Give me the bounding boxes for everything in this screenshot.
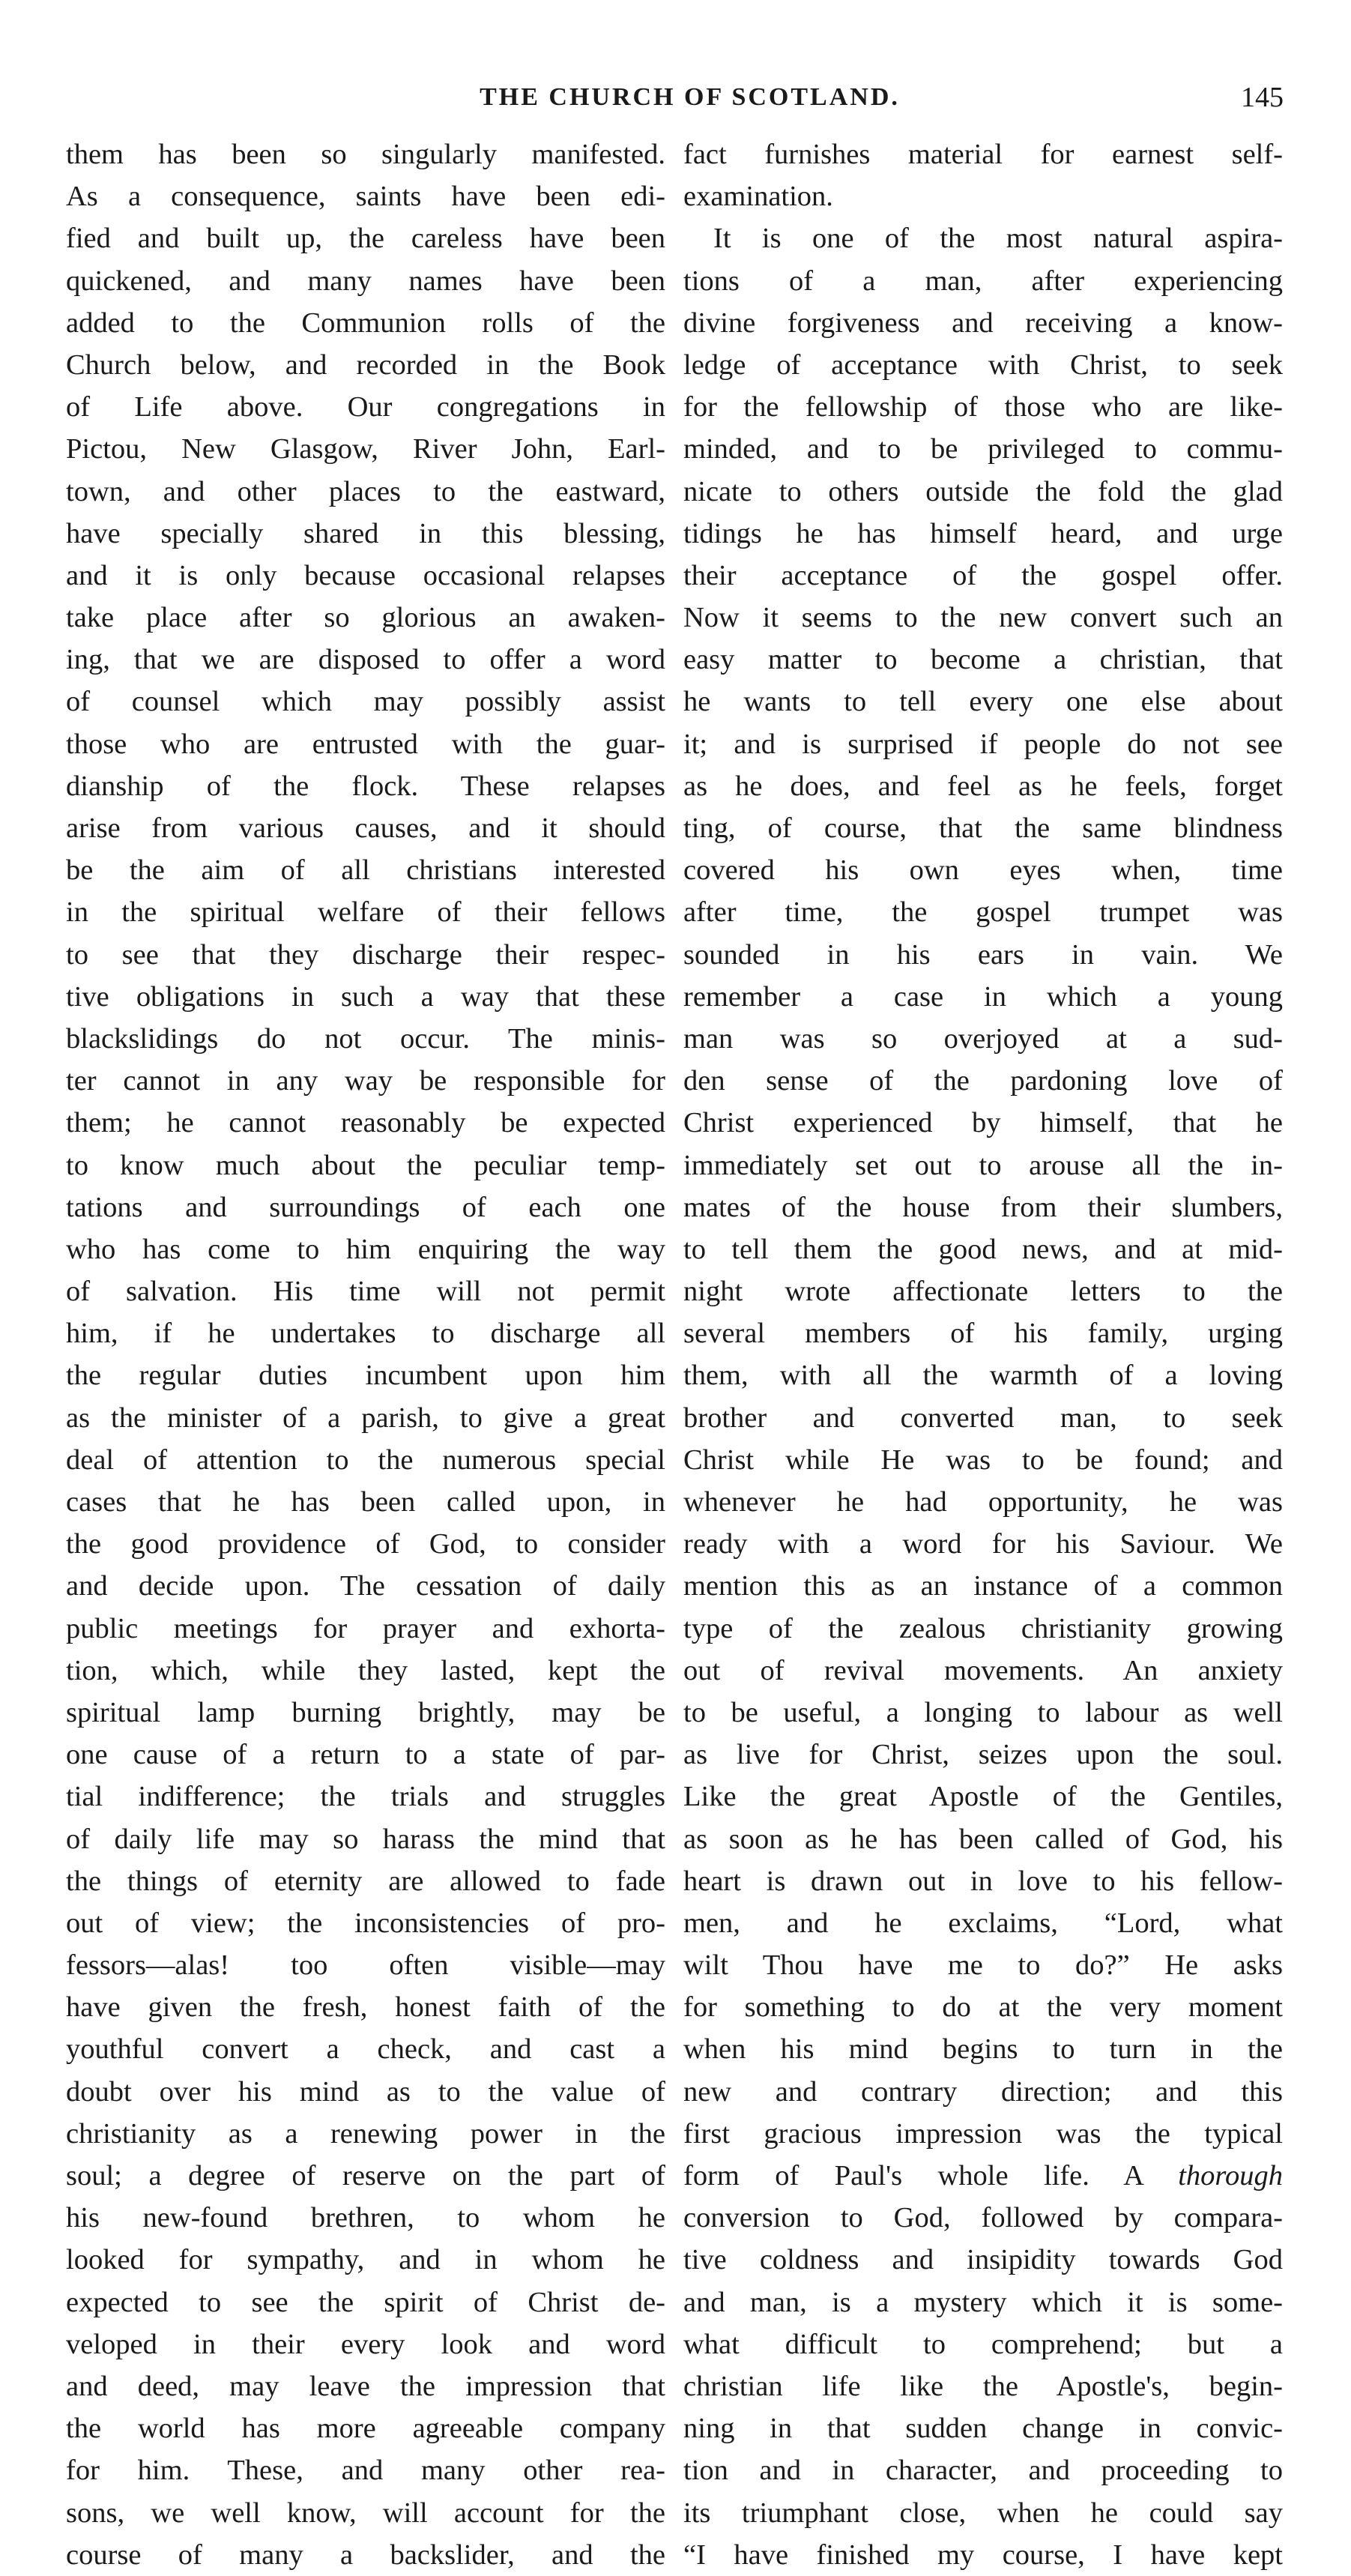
text-line: several members of his family, urging xyxy=(683,1318,1283,1350)
text-line: first gracious impression was the typical xyxy=(683,2117,1283,2150)
text-line: christianity as a renewing power in the xyxy=(66,2117,665,2150)
text-line: deal of attention to the numerous special xyxy=(66,1444,665,1476)
running-title: THE CHURCH OF SCOTLAND. xyxy=(480,83,900,111)
text-line: wilt Thou have me to do?” He asks xyxy=(683,1949,1283,1982)
text-line: ning in that sudden change in convic- xyxy=(683,2413,1283,2445)
text-line: the things of eternity are allowed to fade xyxy=(66,1865,665,1897)
text-line: form of Paul's whole life. A thorough xyxy=(683,2160,1283,2192)
text-line: be the aim of all christians interested xyxy=(66,854,665,887)
text-line: have specially shared in this blessing, xyxy=(66,517,665,549)
text-line: “I have finished my course, I have kept xyxy=(683,2539,1283,2571)
text-line: easy matter to become a christian, that xyxy=(683,644,1283,676)
text-line: Like the great Apostle of the Gentiles, xyxy=(683,1781,1283,1813)
text-line: tions of a man, after experiencing xyxy=(683,265,1283,297)
text-line: looked for sympathy, and in whom he xyxy=(66,2244,665,2276)
text-line: tial indifference; the trials and struggles xyxy=(66,1781,665,1813)
text-line: have given the fresh, honest faith of the xyxy=(66,1991,665,2024)
text-line: spiritual lamp burning brightly, may be xyxy=(66,1696,665,1728)
text-line: tidings he has himself heard, and urge xyxy=(683,517,1283,549)
page-number: 145 xyxy=(1241,82,1284,113)
running-head xyxy=(66,75,1284,120)
text-line: of daily life may so harass the mind that xyxy=(66,1823,665,1855)
text-line: of counsel which may possibly assist xyxy=(66,686,665,718)
text-line: for him. These, and many other rea- xyxy=(66,2455,665,2487)
text-line: blackslidings do not occur. The minis- xyxy=(66,1022,665,1055)
text-line: to tell them the good news, and at mid- xyxy=(683,1233,1283,1265)
text-line: public meetings for prayer and exhorta- xyxy=(66,1612,665,1644)
text-line: to know much about the peculiar temp- xyxy=(66,1149,665,1181)
text-line: in the spiritual welfare of their fellows xyxy=(66,896,665,929)
text-line: and decide upon. The cessation of daily xyxy=(66,1570,665,1602)
text-line: sons, we well know, will account for the xyxy=(66,2497,665,2529)
text-line: he wants to tell every one else about xyxy=(683,686,1283,718)
text-line: fact furnishes material for earnest self- xyxy=(683,139,1283,170)
text-line: new and contrary direction; and this xyxy=(683,2075,1283,2108)
text-line: for something to do at the very moment xyxy=(683,1991,1283,2024)
text-line: course of many a backslider, and the xyxy=(66,2539,665,2571)
text-line: nicate to others outside the fold the glad xyxy=(683,475,1283,507)
text-line: It is one of the most natural aspira- xyxy=(713,223,1283,255)
text-line: covered his own eyes when, time xyxy=(683,854,1283,887)
text-line: it; and is surprised if people do not see xyxy=(683,728,1283,760)
text-line: tive coldness and insipidity towards God xyxy=(683,2244,1283,2276)
text-line: Christ while He was to be found; and xyxy=(683,1444,1283,1476)
text-line: den sense of the pardoning love of xyxy=(683,1065,1283,1097)
text-line: ter cannot in any way be responsible for xyxy=(66,1065,665,1097)
text-line: Christ experienced by himself, that he xyxy=(683,1107,1283,1139)
left-text-column xyxy=(66,133,665,2576)
text-line: doubt over his mind as to the value of xyxy=(66,2075,665,2108)
text-line: examination. xyxy=(683,181,833,213)
text-line: mates of the house from their slumbers, xyxy=(683,1191,1283,1223)
text-line: his new-found brethren, to whom he xyxy=(66,2202,665,2234)
text-line: ready with a word for his Saviour. We xyxy=(683,1528,1283,1560)
text-line: mention this as an instance of a common xyxy=(683,1570,1283,1602)
text-line: dianship of the flock. These relapses xyxy=(66,770,665,802)
text-line: immediately set out to arouse all the in- xyxy=(683,1149,1283,1181)
text-line: type of the zealous christianity growing xyxy=(683,1612,1283,1644)
text-line: arise from various causes, and it should xyxy=(66,812,665,844)
text-line: take place after so glorious an awaken- xyxy=(66,602,665,634)
text-line: tion, which, while they lasted, kept the xyxy=(66,1654,665,1686)
text-line: Now it seems to the new convert such an xyxy=(683,602,1283,634)
text-line: what difficult to comprehend; but a xyxy=(683,2328,1283,2360)
text-line: for the fellowship of those who are like- xyxy=(683,391,1283,423)
text-line: them; he cannot reasonably be expected xyxy=(66,1107,665,1139)
text-line: to see that they discharge their respec- xyxy=(66,938,665,971)
text-line: of salvation. His time will not permit xyxy=(66,1276,665,1308)
text-line: as he does, and feel as he feels, forget xyxy=(683,770,1283,802)
text-line: their acceptance of the gospel offer. xyxy=(683,559,1283,591)
text-line: Church below, and recorded in the Book xyxy=(66,349,665,381)
text-line: town, and other places to the eastward, xyxy=(66,475,665,507)
right-text-column xyxy=(683,133,1283,2576)
text-line: as the minister of a parish, to give a great xyxy=(66,1402,665,1434)
text-line: sounded in his ears in vain. We xyxy=(683,938,1283,971)
text-line: as live for Christ, seizes upon the soul. xyxy=(683,1739,1283,1771)
text-line: whenever he had opportunity, he was xyxy=(683,1486,1283,1518)
text-line: tion and in character, and proceeding to xyxy=(683,2455,1283,2487)
text-line: the world has more agreeable company xyxy=(66,2413,665,2445)
text-line: man was so overjoyed at a sud- xyxy=(683,1022,1283,1055)
text-line: veloped in their every look and word xyxy=(66,2328,665,2360)
text-line: tive obligations in such a way that these xyxy=(66,980,665,1013)
text-line: quickened, and many names have been xyxy=(66,265,665,297)
text-line: added to the Communion rolls of the xyxy=(66,307,665,339)
text-line: ledge of acceptance with Christ, to seek xyxy=(683,349,1283,381)
text-line: expected to see the spirit of Christ de- xyxy=(66,2286,665,2318)
text-line: As a consequence, saints have been edi- xyxy=(66,181,665,213)
text-line: youthful convert a check, and cast a xyxy=(66,2033,665,2066)
text-line: conversion to God, followed by compara- xyxy=(683,2202,1283,2234)
text-line: those who are entrusted with the guar- xyxy=(66,728,665,760)
text-line: to be useful, a longing to labour as well xyxy=(683,1696,1283,1728)
text-line: one cause of a return to a state of par- xyxy=(66,1739,665,1771)
text-line: fied and built up, the careless have been xyxy=(66,223,665,255)
text-line: the good providence of God, to consider xyxy=(66,1528,665,1560)
text-line: tations and surroundings of each one xyxy=(66,1191,665,1223)
text-line: divine forgiveness and receiving a know- xyxy=(683,307,1283,339)
text-line: fessors—alas! too often visible—may xyxy=(66,1949,665,1982)
text-line: after time, the gospel trumpet was xyxy=(683,896,1283,929)
text-line: heart is drawn out in love to his fellow- xyxy=(683,1865,1283,1897)
text-line: ing, that we are disposed to offer a word xyxy=(66,644,665,676)
text-line: out of view; the inconsistencies of pro- xyxy=(66,1907,665,1939)
text-line: and man, is a mystery which it is some- xyxy=(683,2286,1283,2318)
text-line: cases that he has been called upon, in xyxy=(66,1486,665,1518)
text-line: brother and converted man, to seek xyxy=(683,1402,1283,1434)
text-line: Pictou, New Glasgow, River John, Earl- xyxy=(66,433,665,465)
text-line: men, and he exclaims, “Lord, what xyxy=(683,1907,1283,1939)
text-line: remember a case in which a young xyxy=(683,980,1283,1013)
text-line: night wrote affectionate letters to the xyxy=(683,1276,1283,1308)
text-line: them, with all the warmth of a loving xyxy=(683,1360,1283,1392)
text-line: christian life like the Apostle's, begin- xyxy=(683,2370,1283,2402)
text-line: the regular duties incumbent upon him xyxy=(66,1360,665,1392)
text-line: and it is only because occasional relapses xyxy=(66,559,665,591)
text-line: its triumphant close, when he could say xyxy=(683,2497,1283,2529)
text-line: as soon as he has been called of God, his xyxy=(683,1823,1283,1855)
text-line: out of revival movements. An anxiety xyxy=(683,1654,1283,1686)
text-line: ting, of course, that the same blindness xyxy=(683,812,1283,844)
text-line: when his mind begins to turn in the xyxy=(683,2033,1283,2066)
text-line: him, if he undertakes to discharge all xyxy=(66,1318,665,1350)
text-line: minded, and to be privileged to commu- xyxy=(683,433,1283,465)
text-line: who has come to him enquiring the way xyxy=(66,1233,665,1265)
text-line: them has been so singularly manifested. xyxy=(66,139,665,170)
text-line: of Life above. Our congregations in xyxy=(66,391,665,423)
text-line: soul; a degree of reserve on the part of xyxy=(66,2160,665,2192)
text-line: and deed, may leave the impression that xyxy=(66,2370,665,2402)
